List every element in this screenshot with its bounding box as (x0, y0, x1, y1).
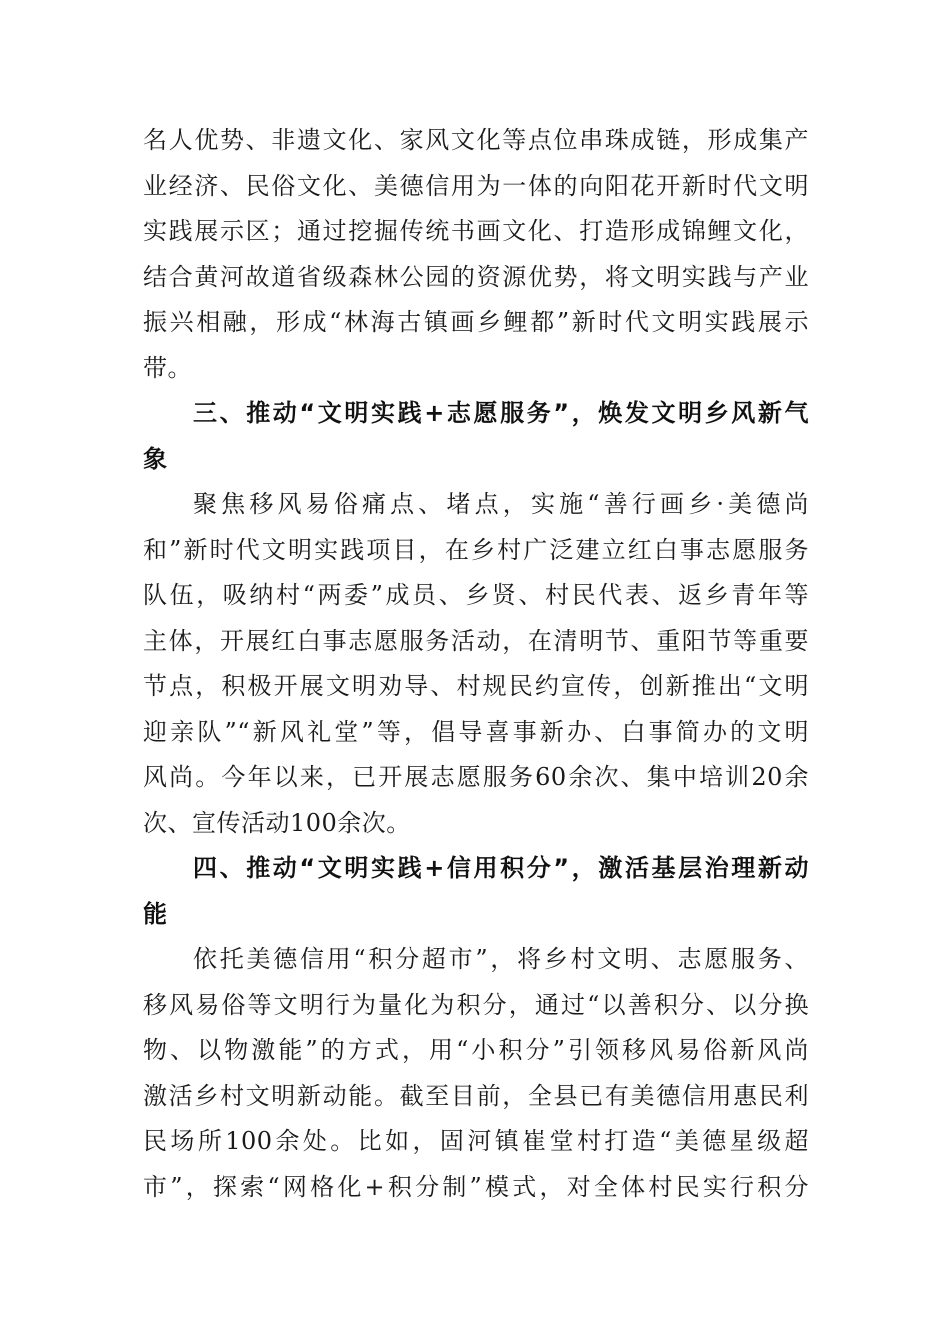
heading-line: 象 (143, 444, 168, 473)
document-page (143, 118, 809, 1210)
text-line: 节点，积极开展文明劝导、村规民约宣传，创新推出“文明 (143, 672, 809, 700)
paragraph-continued (143, 118, 809, 391)
text-line: 依托美德信用“积分超市”，将乡村文明、志愿服务、 (193, 945, 809, 973)
paragraph-3 (143, 482, 809, 846)
text-line: 带。 (143, 353, 192, 382)
heading-line: 能 (143, 899, 168, 928)
text-line: 主体，开展红白事志愿服务活动，在清明节、重阳节等重要 (143, 626, 809, 655)
text-line: 激活乡村文明新动能。截至目前，全县已有美德信用惠民利 (143, 1081, 809, 1110)
heading-line: 三、推动“文明实践+志愿服务”，焕发文明乡风新气 (193, 399, 809, 427)
text-line: 风尚。今年以来，已开展志愿服务60余次、集中培训20余 (143, 763, 809, 791)
section-heading-3 (143, 391, 809, 482)
text-line: 移风易俗等文明行为量化为积分，通过“以善积分、以分换 (143, 990, 809, 1019)
text-line: 次、宣传活动100余次。 (143, 808, 411, 837)
text-line: 结合黄河故道省级森林公园的资源优势，将文明实践与产业 (143, 262, 809, 291)
text-line: 民场所100余处。比如，固河镇崔堂村打造“美德星级超 (143, 1127, 809, 1155)
section-heading-4 (143, 846, 809, 937)
text-line: 和”新时代文明实践项目，在乡村广泛建立红白事志愿服务 (143, 535, 809, 564)
text-line: 振兴相融，形成“林海古镇画乡鲤都”新时代文明实践展示 (143, 308, 809, 336)
heading-line: 四、推动“文明实践+信用积分”，激活基层治理新动 (193, 854, 809, 882)
text-line: 队伍，吸纳村“两委”成员、乡贤、村民代表、返乡青年等 (143, 581, 809, 609)
paragraph-4 (143, 937, 809, 1210)
text-line: 名人优势、非遗文化、家风文化等点位串珠成链，形成集产 (143, 126, 809, 154)
text-line: 实践展示区；通过挖掘传统书画文化、打造形成锦鲤文化， (143, 217, 809, 245)
text-line: 业经济、民俗文化、美德信用为一体的向阳花开新时代文明 (143, 171, 809, 200)
text-line: 迎亲队”“新风礼堂”等，倡导喜事新办、白事简办的文明 (143, 717, 809, 746)
text-line: 聚焦移风易俗痛点、堵点，实施“善行画乡·美德尚 (193, 490, 809, 518)
text-line: 市”，探索“网格化+积分制”模式，对全体村民实行积分 (143, 1172, 809, 1201)
text-line: 物、以物激能”的方式，用“小积分”引领移风易俗新风尚 (143, 1036, 809, 1064)
